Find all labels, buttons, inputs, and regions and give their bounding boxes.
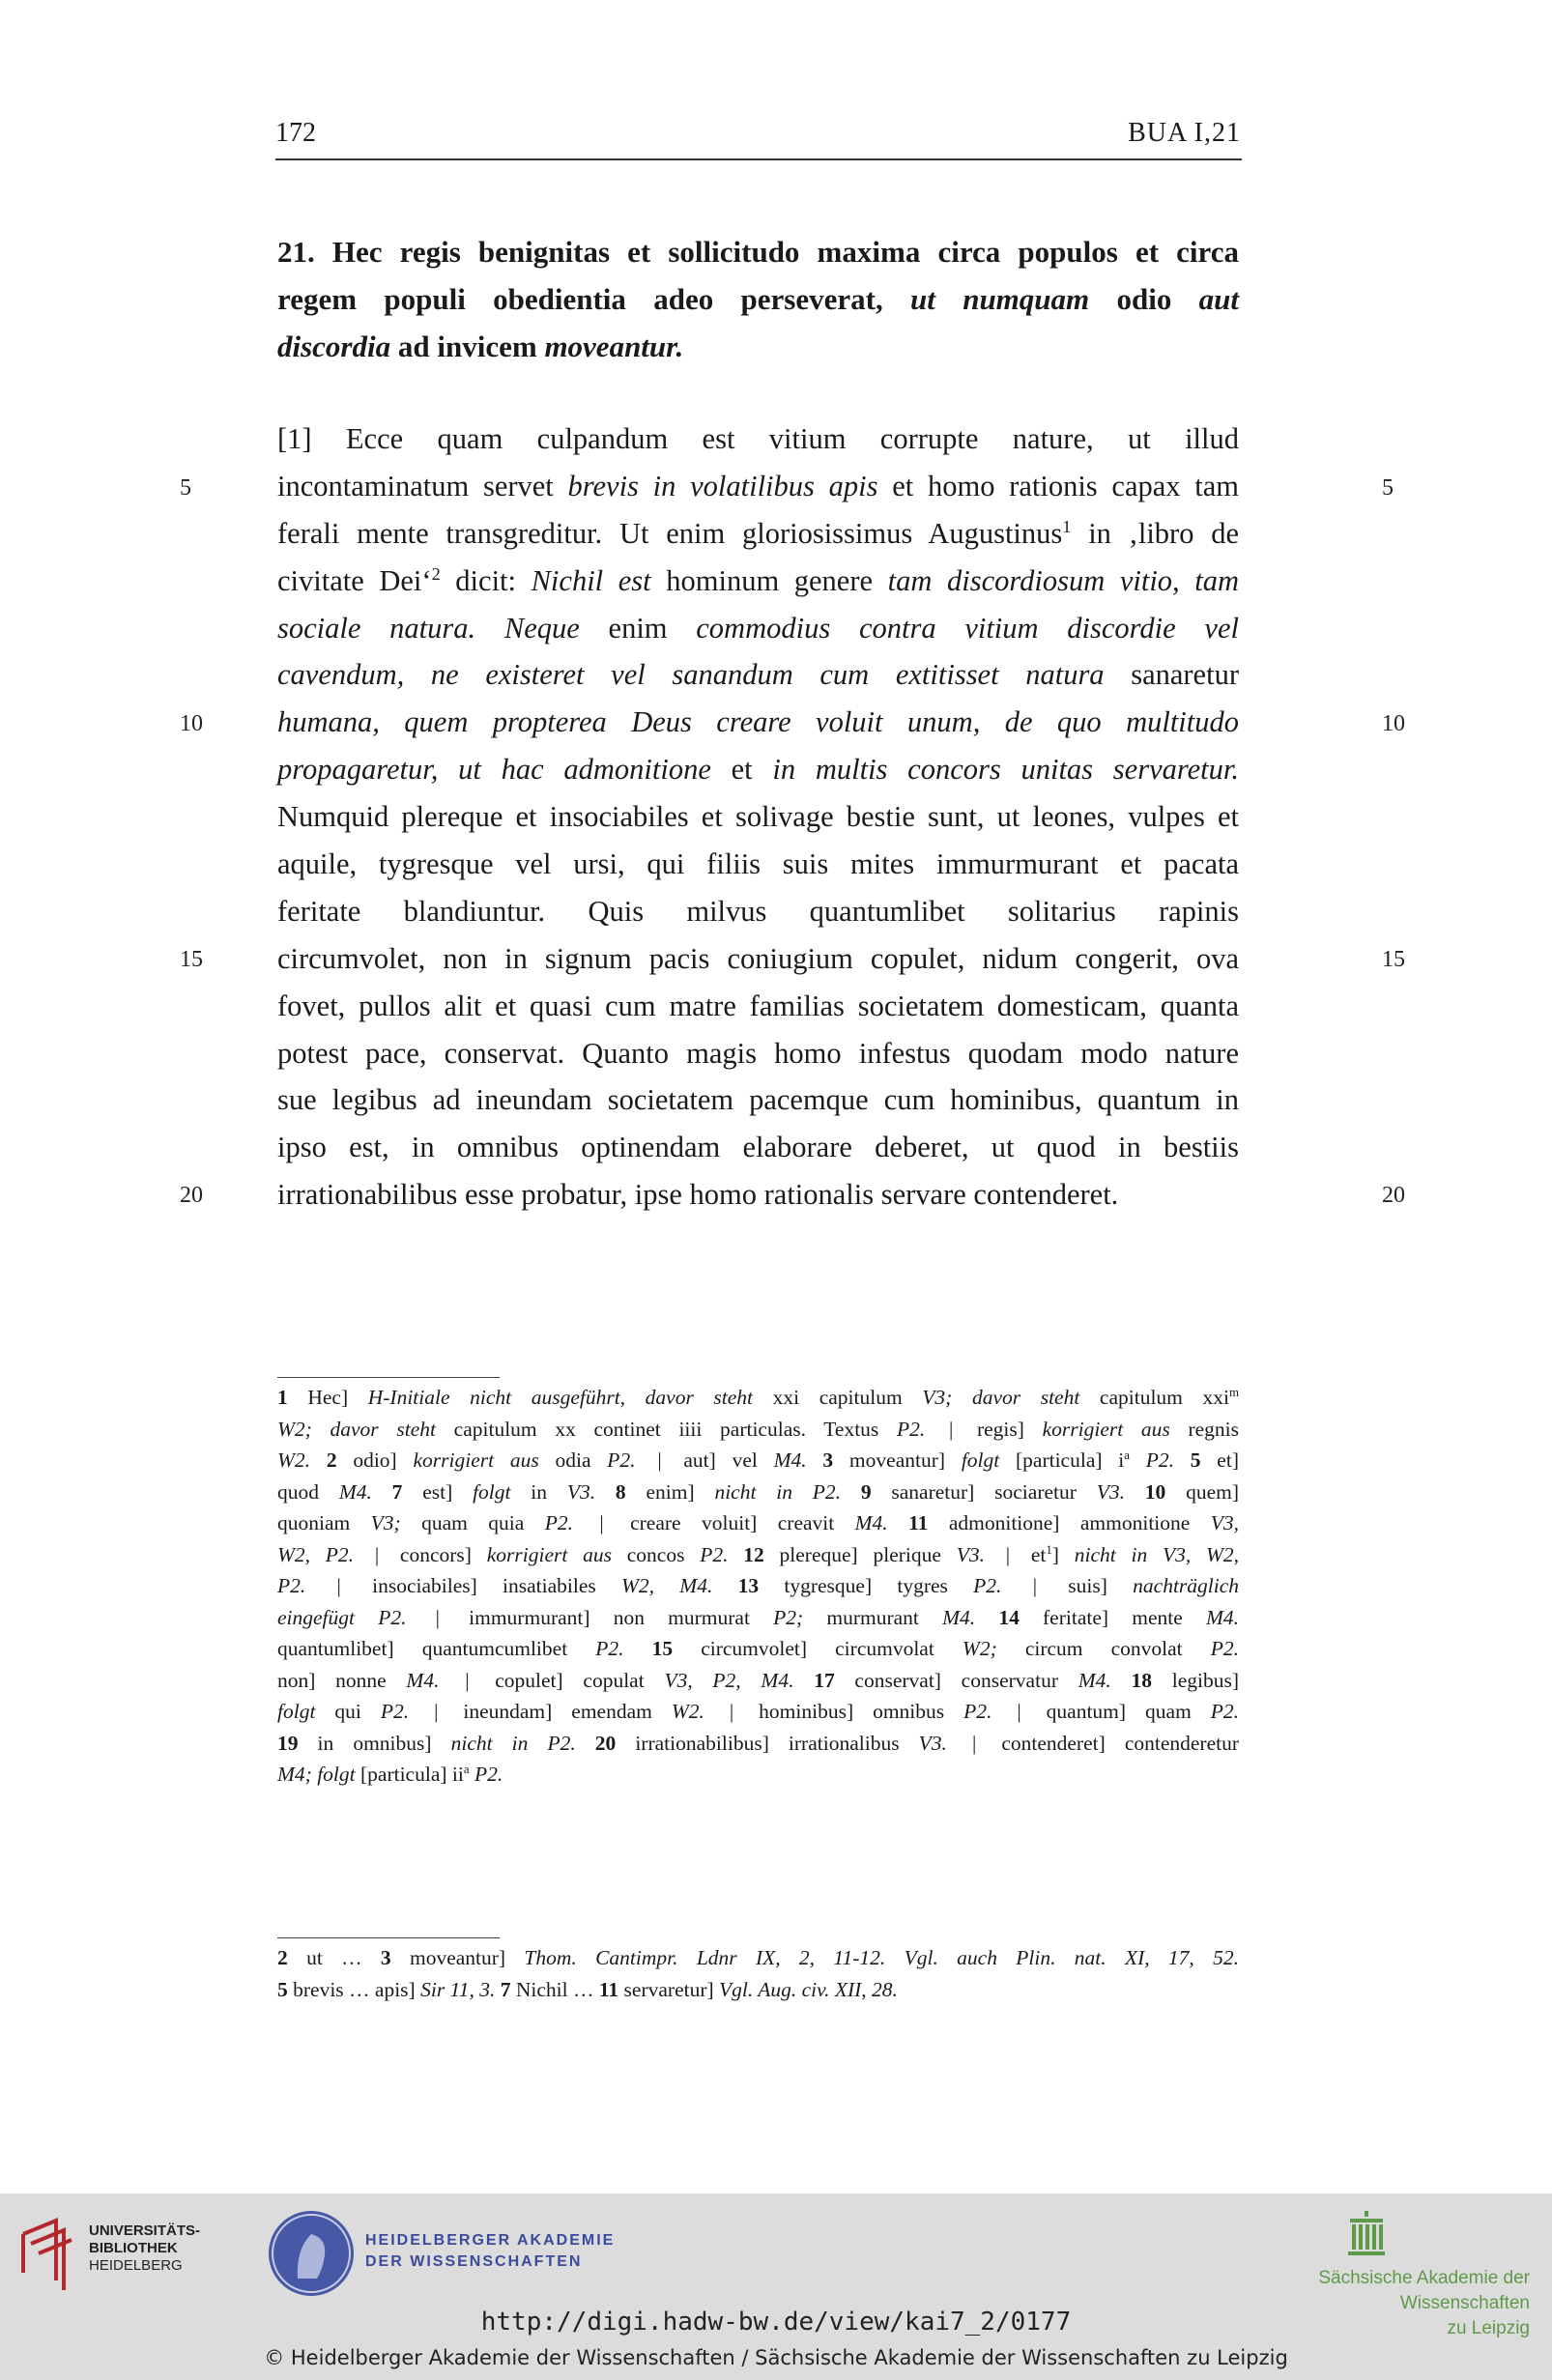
apparatus-line-segment: copulet] copulat <box>474 1668 665 1692</box>
apparatus-line <box>277 1414 1239 1446</box>
text-line <box>277 935 1239 983</box>
source-url[interactable]: http://digi.hadw-bw.de/view/kai7_2/0177 <box>480 2308 1072 2337</box>
apparatus-line-segment: M4. <box>1078 1668 1111 1692</box>
ub-name-line2: BIBLIOTHEK <box>89 2240 178 2256</box>
text-line-segment: Nichil est <box>531 563 651 597</box>
text-line <box>277 463 1239 510</box>
text-line <box>277 1030 1239 1077</box>
heading-line <box>277 275 1239 323</box>
apparatus-line-segment: in <box>510 1479 567 1504</box>
heading-line-segment: regem populi obedientia adeo perseverat, <box>277 282 911 316</box>
apparatus-line <box>277 1539 1239 1571</box>
apparatus-line-segment: M4. <box>854 1511 888 1534</box>
apparatus-line-segment <box>409 1700 428 1723</box>
apparatus-line-segment: V3; davor steht <box>922 1386 1080 1409</box>
text-line-segment: 1 <box>1062 516 1072 536</box>
source-line-segment: 11 <box>598 1977 619 2001</box>
apparatus-line-segment: circumvolet] circumvolat <box>673 1637 963 1660</box>
apparatus-line-segment <box>354 1543 369 1566</box>
apparatus-line-segment: moveantur] <box>833 1448 962 1472</box>
apparatus-line-segment: V3. <box>918 1731 947 1755</box>
apparatus-line-segment <box>636 1448 652 1472</box>
source-line-segment: Sir 11, 3. <box>420 1977 496 2001</box>
apparatus-line-segment: quam quia <box>400 1511 545 1534</box>
text-line <box>277 1124 1239 1171</box>
chapter-heading <box>277 228 1239 370</box>
text-line <box>277 699 1239 746</box>
apparatus-line-segment <box>807 1448 823 1472</box>
apparatus-line-segment: V3; <box>370 1511 401 1534</box>
apparatus-line-segment: P2. <box>1145 1448 1175 1472</box>
apparatus-line-segment <box>888 1511 908 1534</box>
apparatus-line-segment: concors] <box>385 1542 487 1566</box>
apparatus-line-segment: M4. <box>1205 1605 1239 1629</box>
apparatus-line-segment: | <box>1005 1542 1011 1566</box>
source-line-segment: Thom. Cantimpr. Ldnr IX, 2, 11-12. Vgl. auch Plin. nat. XI, 17, 52. <box>524 1946 1239 1969</box>
apparatus-line-segment: insociabiles] insatiabiles <box>346 1574 622 1597</box>
apparatus-line-segment: contenderet] contenderetur <box>982 1731 1240 1755</box>
apparatus-line-segment: M4. <box>773 1448 807 1472</box>
text-line-segment: dicit: <box>440 563 532 597</box>
line-number-15-right: 15 <box>1382 947 1405 972</box>
apparatus-line-segment: regnis <box>1169 1417 1239 1441</box>
text-line-segment: et <box>710 753 773 787</box>
apparatus-line-segment <box>992 1700 1011 1723</box>
heading-line-segment: odio <box>1089 282 1199 316</box>
text-line <box>277 888 1239 935</box>
text-line-segment: hominum genere <box>650 563 888 597</box>
line-number-10-right: 10 <box>1382 711 1405 736</box>
apparatus-line-segment: folgt <box>473 1479 511 1504</box>
apparatus-line-segment <box>305 1574 331 1597</box>
text-line <box>277 1076 1239 1124</box>
apparatus-line-segment: W2. <box>277 1448 311 1472</box>
text-line-segment: Neque <box>503 611 580 645</box>
apparatus-line-segment: 20 <box>594 1731 617 1755</box>
text-line <box>277 605 1239 652</box>
apparatus-line <box>277 1382 1239 1414</box>
apparatus-line-segment: 12 <box>743 1542 764 1566</box>
text-line-segment: [1] Ecce quam culpandum est vitium corrupte nature, ut illud <box>277 422 1239 455</box>
apparatus-line-segment: nicht in V3, W2, <box>1074 1542 1240 1566</box>
running-title: BUA I,21 <box>1128 118 1241 148</box>
apparatus-line-segment <box>704 1700 724 1723</box>
apparatus-line-segment: 17 <box>814 1668 835 1692</box>
apparatus-line-segment: immurmurant] non murmurat <box>445 1605 774 1629</box>
source-line <box>277 1942 1239 1974</box>
apparatus-line-segment: H-Initiale nicht ausgeführt, davor steht <box>367 1386 754 1409</box>
heading-line <box>277 228 1239 275</box>
hadw-seal-icon <box>269 2211 354 2296</box>
text-line <box>277 746 1239 793</box>
apparatus-line-segment: a <box>1124 1448 1130 1462</box>
apparatus-line-segment: W2; <box>962 1637 997 1660</box>
apparatus-line-segment: xxi capitulum <box>753 1386 923 1409</box>
saw-building-icon <box>1346 2211 1387 2257</box>
line-number-10-left: 10 <box>180 711 203 736</box>
apparatus-line-segment: concos <box>611 1542 701 1566</box>
apparatus-line-segment: 5 <box>1190 1448 1201 1472</box>
apparatus-line-segment: quoniam <box>277 1511 371 1534</box>
apparatus-line-segment: korrigiert aus <box>486 1542 612 1566</box>
line-number-5-left: 5 <box>180 475 191 501</box>
apparatus-line-segment <box>1001 1574 1026 1597</box>
apparatus-line-segment: regis] <box>959 1417 1043 1441</box>
apparatus-line-segment: quem] <box>1165 1479 1240 1504</box>
apparatus-line-segment: V3, P2, M4. <box>664 1668 794 1692</box>
text-line <box>277 510 1239 558</box>
apparatus-line-segment: P2. <box>1210 1637 1240 1660</box>
text-line-segment: ferali mente transgreditur. Ut enim gloriosissimus Augustinus <box>277 516 1063 550</box>
apparatus-line-segment: et <box>1016 1542 1047 1566</box>
apparatus-line-segment: tygresque] tygres <box>759 1574 974 1597</box>
apparatus-line-segment: 9 <box>860 1479 872 1504</box>
apparatus-line-segment: V3. <box>956 1542 985 1566</box>
text-line-segment: sue legibus ad ineundam societatem pacemque cum hominibus, quantum in <box>277 1083 1239 1117</box>
apparatus-line-segment: [particula] ii <box>355 1763 464 1786</box>
apparatus-line <box>277 1507 1239 1539</box>
apparatus-line-segment: 18 <box>1131 1668 1152 1692</box>
text-line-segment: aquile, tygresque vel ursi, qui filiis suis mites immurmurant et pacata <box>277 847 1239 881</box>
apparatus-line-segment: folgt <box>277 1700 316 1723</box>
apparatus-line-segment: ineundam] emendam <box>444 1700 672 1723</box>
apparatus-line-segment: 15 <box>651 1637 674 1660</box>
heading-line-segment: ad invicem <box>390 330 545 363</box>
apparatus-line-segment <box>310 1448 327 1472</box>
apparatus-line-segment: M4. <box>338 1479 372 1504</box>
apparatus-line-segment: P2. <box>973 1574 1002 1597</box>
text-line-segment: humana, quem propterea Deus creare voluit unum, de quo multitudo <box>277 705 1239 739</box>
text-line-segment: et homo rationis capax tam <box>877 469 1239 502</box>
apparatus-line-segment <box>439 1669 459 1692</box>
source-line-segment: 7 <box>500 1977 511 2001</box>
text-line-segment <box>475 612 504 645</box>
line-number-20-left: 20 <box>180 1183 203 1208</box>
apparatus-line-segment: capitulum xx continet iiii particulas. Textus <box>435 1417 897 1441</box>
apparatus-line-segment: 13 <box>737 1574 760 1597</box>
apparatus-line-segment <box>595 1480 616 1504</box>
apparatus-line-segment <box>1130 1448 1146 1472</box>
text-line-segment: feritate blandiuntur. Quis milvus quantumlibet solitarius rapinis <box>277 894 1239 928</box>
text-line <box>277 983 1239 1030</box>
apparatus-line-segment: odio] <box>336 1448 414 1472</box>
apparatus-line-segment: | <box>948 1417 954 1441</box>
apparatus-line-segment: 1 <box>277 1386 288 1409</box>
heading-line-segment: moveantur. <box>544 330 684 363</box>
text-line-segment: potest pace, conservat. Quanto magis homo infestus quodam modo nature <box>277 1036 1239 1070</box>
text-line-segment: sanaretur <box>1104 658 1239 692</box>
ub-name-line1: UNIVERSITÄTS- <box>89 2222 201 2239</box>
apparatus-line-segment: P2. <box>963 1700 992 1723</box>
apparatus-line-segment: in omnibus] <box>298 1731 451 1755</box>
apparatus-line-segment: korrigiert aus <box>1042 1417 1170 1441</box>
apparatus-line-segment: | <box>729 1700 734 1723</box>
apparatus-line <box>277 1477 1239 1508</box>
apparatus-line-segment: murmurant <box>803 1605 943 1629</box>
apparatus-line-segment: [particula] i <box>999 1448 1125 1472</box>
apparatus-line-segment: conservat] conservatur <box>834 1668 1078 1692</box>
apparatus-line-segment: | <box>374 1542 380 1566</box>
apparatus-line-segment: irrationabilibus] irrationalibus <box>616 1731 919 1755</box>
apparatus-line-segment: 2 <box>326 1448 337 1472</box>
apparatus-line-segment: et] <box>1200 1448 1239 1472</box>
apparatus-line-segment: nachträglich <box>1133 1574 1240 1597</box>
text-line-segment: ipso est, in omnibus optinendam elaborare deberet, ut quod in bestiis <box>277 1131 1239 1164</box>
apparatus-line-segment: enim] <box>625 1479 715 1504</box>
apparatus-line-segment: 14 <box>998 1605 1020 1629</box>
text-line-segment: 2 <box>431 563 441 584</box>
apparatus-line-segment: a <box>463 1762 470 1776</box>
apparatus-line-segment: P2. <box>1210 1700 1240 1723</box>
text-line-segment: irrationabilibus esse probatur, ipse homo rationalis servare contenderet. <box>277 1178 1119 1212</box>
apparatus-line-segment: folgt <box>961 1448 1000 1472</box>
apparatus-line-segment: | <box>434 1700 439 1723</box>
text-line-segment: circumvolet, non in signum pacis coniugium copulet, nidum congerit, ova <box>277 941 1239 975</box>
apparatus-line-segment <box>975 1606 998 1629</box>
apparatus-line-segment: 10 <box>1144 1479 1166 1504</box>
body-text <box>277 416 1239 1219</box>
apparatus-line-segment: W2. <box>671 1700 704 1723</box>
apparatus-line-segment <box>372 1480 392 1504</box>
source-line-segment: servaretur] <box>618 1977 720 2001</box>
apparatus-line-segment: V3, <box>1210 1511 1239 1534</box>
apparatus-line-segment: | <box>1017 1700 1021 1723</box>
apparatus-line-segment: | <box>336 1574 341 1597</box>
line-number-5-right: 5 <box>1382 475 1394 501</box>
text-line-segment: in ‚libro de <box>1071 516 1240 550</box>
apparatus-line-segment: 1 <box>1046 1542 1052 1557</box>
heading-line-segment: discordia <box>277 330 391 363</box>
header-rule <box>275 158 1242 160</box>
apparatus-line-segment: V3. <box>566 1479 596 1504</box>
apparatus-line-segment: P2. <box>700 1542 729 1566</box>
critical-apparatus <box>277 1382 1239 1791</box>
apparatus-line-segment <box>624 1637 652 1660</box>
apparatus-line-segment: Hec] <box>287 1386 368 1409</box>
apparatus-line-segment: 7 <box>391 1479 403 1504</box>
source-line-segment: brevis … apis] <box>287 1977 421 2001</box>
apparatus-line <box>277 1696 1239 1728</box>
text-line <box>277 416 1239 463</box>
apparatus-line-segment: hominibus] omnibus <box>739 1700 964 1723</box>
apparatus-line-segment: W2; davor steht <box>277 1417 436 1441</box>
text-line-segment: commodius contra vitium discordie vel <box>696 611 1239 645</box>
text-line <box>277 841 1239 888</box>
apparatus-line-segment: legibus] <box>1152 1668 1239 1692</box>
apparatus-line-segment: feritate] mente <box>1019 1605 1206 1629</box>
text-line-segment: civitate Dei‘ <box>277 563 432 597</box>
text-line-segment: incontaminatum servet <box>277 469 568 502</box>
ub-heidelberg-logo-icon <box>17 2215 77 2296</box>
apparatus-line-segment: capitulum xxi <box>1079 1386 1229 1409</box>
hadw-name-line2: DER WISSENSCHAFTEN <box>365 2253 583 2270</box>
apparatus-line-segment: nicht in P2. <box>714 1479 842 1504</box>
source-line-segment: Vgl. Aug. civ. XII, 28. <box>719 1977 898 2001</box>
apparatus-line-segment: | <box>971 1731 977 1755</box>
apparatus-line-segment: creare voluit] creavit <box>609 1511 855 1534</box>
text-line <box>277 1171 1239 1219</box>
source-line-segment: Nichil … <box>510 1977 599 2001</box>
apparatus-line-segment <box>406 1606 429 1629</box>
apparatus-line <box>277 1665 1239 1697</box>
apparatus-line-segment: | <box>1032 1574 1038 1597</box>
apparatus-line-segment: P2. <box>277 1574 306 1597</box>
apparatus-line-segment <box>947 1732 966 1755</box>
apparatus-line <box>277 1728 1239 1760</box>
apparatus-line <box>277 1602 1239 1634</box>
apparatus-line-segment: P2. <box>897 1417 926 1441</box>
heading-line-segment: aut <box>1198 282 1239 316</box>
page-number: 172 <box>275 118 316 148</box>
apparatus-line-segment <box>712 1574 737 1597</box>
apparatus-line <box>277 1445 1239 1477</box>
apparatus-line-segment <box>728 1543 743 1566</box>
source-line-segment: 2 <box>277 1946 288 1969</box>
ub-name-line3: HEIDELBERG <box>89 2257 183 2274</box>
text-line-segment: in multis concors unitas servaretur. <box>772 753 1239 787</box>
text-line-segment: propagaretur, ut hac admonitione <box>277 753 711 787</box>
apparatus-line-segment: ] <box>1051 1542 1075 1566</box>
apparatus-line-segment: circum convolat <box>996 1637 1211 1660</box>
apparatus-line-segment <box>841 1480 861 1504</box>
apparatus-line-segment <box>1111 1669 1132 1692</box>
apparatus-line-segment: eingefügt P2. <box>277 1605 407 1629</box>
apparatus-line-segment <box>1125 1480 1145 1504</box>
heading-line-segment: 21. Hec regis benignitas et sollicitudo maxima circa populos et circa <box>277 235 1239 269</box>
apparatus-line-segment: P2. <box>607 1448 636 1472</box>
apparatus-line-segment: | <box>435 1605 440 1629</box>
source-line <box>277 1974 1239 2006</box>
text-line-segment: cavendum, ne existeret vel sanandum cum extitisset natura <box>277 658 1105 692</box>
text-line <box>277 793 1239 841</box>
apparatus-line-segment <box>576 1732 595 1755</box>
apparatus-line-segment: | <box>599 1511 604 1534</box>
apparatus-line <box>277 1570 1239 1602</box>
apparatus-line-segment: quantum] quam <box>1026 1700 1211 1723</box>
apparatus-line-segment: aut] vel <box>667 1448 774 1472</box>
source-line-segment: moveantur] <box>390 1946 525 1969</box>
apparatus-line-segment <box>925 1418 943 1441</box>
apparatus-line-segment: P2. <box>474 1763 503 1786</box>
saw-name-line2: zu Leipzig <box>1447 2318 1530 2338</box>
text-line <box>277 558 1239 605</box>
hadw-name-line1: HEIDELBERGER AKADEMIE <box>365 2232 616 2249</box>
copyright-notice: © Heidelberger Akademie der Wissenschaften / Sächsische Akademie der Wissenschaften zu Leipzig <box>264 2346 1288 2369</box>
apparatus-line-segment: P2. <box>380 1700 410 1723</box>
text-line-segment: fovet, pullos alit et quasi cum matre familias societatem domesticam, quanta <box>277 989 1239 1022</box>
text-line-segment: Numquid plereque et insociabiles et solivage bestie sunt, ut leones, vulpes et <box>277 800 1239 834</box>
apparatus-line-segment: M4. <box>942 1605 976 1629</box>
sources-rule <box>277 1937 500 1938</box>
apparatus-line-segment: non] nonne <box>277 1668 407 1692</box>
text-line-segment: sociale natura. <box>277 611 476 645</box>
footer-bar <box>0 2194 1552 2380</box>
apparatus-line-segment: W2, P2. <box>277 1542 355 1566</box>
apparatus-line-segment <box>573 1511 593 1534</box>
line-number-20-right: 20 <box>1382 1183 1405 1208</box>
apparatus-line-segment: admonitione] ammonitione <box>928 1511 1211 1534</box>
text-line <box>277 651 1239 699</box>
apparatus-line-segment: nicht in P2. <box>450 1731 576 1755</box>
apparatus-line <box>277 1759 1239 1791</box>
apparatus-line-segment: quod <box>277 1479 339 1504</box>
apparatus-line-segment: | <box>465 1668 470 1692</box>
source-notes <box>277 1942 1239 2005</box>
apparatus-line-segment: sanaretur] sociaretur <box>871 1479 1097 1504</box>
source-line-segment: 5 <box>277 1977 288 2001</box>
apparatus-line <box>277 1633 1239 1665</box>
apparatus-line-segment: M4; folgt <box>277 1763 356 1786</box>
apparatus-line-segment: 19 <box>277 1731 299 1755</box>
source-line-segment: 3 <box>380 1946 391 1969</box>
line-number-15-left: 15 <box>180 947 203 972</box>
apparatus-line-segment <box>985 1543 1000 1566</box>
saw-name-line1: Sächsische Akademie der Wissenschaften <box>1318 2268 1530 2313</box>
apparatus-line-segment: M4. <box>406 1668 440 1692</box>
apparatus-line-segment: W2, M4. <box>621 1574 713 1597</box>
apparatus-line-segment: plereque] plerique <box>763 1542 957 1566</box>
apparatus-line-segment: V3. <box>1096 1479 1125 1504</box>
apparatus-line-segment: est] <box>402 1479 474 1504</box>
apparatus-line-segment: quantumlibet] quantumcumlibet <box>277 1637 596 1660</box>
hadw-name <box>365 2230 615 2273</box>
apparatus-line-segment: 8 <box>615 1479 626 1504</box>
apparatus-rule <box>277 1377 500 1378</box>
apparatus-line-segment: 11 <box>908 1511 929 1534</box>
apparatus-line-segment <box>793 1669 814 1692</box>
source-line-segment: ut … <box>287 1946 381 1969</box>
apparatus-line-segment: korrigiert aus <box>413 1448 539 1472</box>
ub-heidelberg-name <box>89 2222 200 2275</box>
text-line-segment: tam discordiosum vitio, tam <box>887 563 1240 597</box>
text-line-segment: enim <box>579 611 697 645</box>
apparatus-line-segment: m <box>1228 1385 1240 1399</box>
apparatus-line-segment <box>1174 1448 1191 1472</box>
heading-line-segment: ut numquam <box>910 282 1090 316</box>
apparatus-line-segment: | <box>657 1448 662 1472</box>
apparatus-line-segment: P2. <box>595 1637 624 1660</box>
text-line-segment: brevis in volatilibus apis <box>567 469 878 502</box>
apparatus-line-segment: P2. <box>544 1511 573 1534</box>
apparatus-line-segment: suis] <box>1043 1574 1134 1597</box>
apparatus-line-segment: qui <box>315 1700 381 1723</box>
apparatus-line-segment: 3 <box>822 1448 834 1472</box>
heading-line <box>277 323 1239 370</box>
apparatus-line-segment: P2; <box>773 1605 804 1629</box>
apparatus-line-segment: odia <box>538 1448 608 1472</box>
